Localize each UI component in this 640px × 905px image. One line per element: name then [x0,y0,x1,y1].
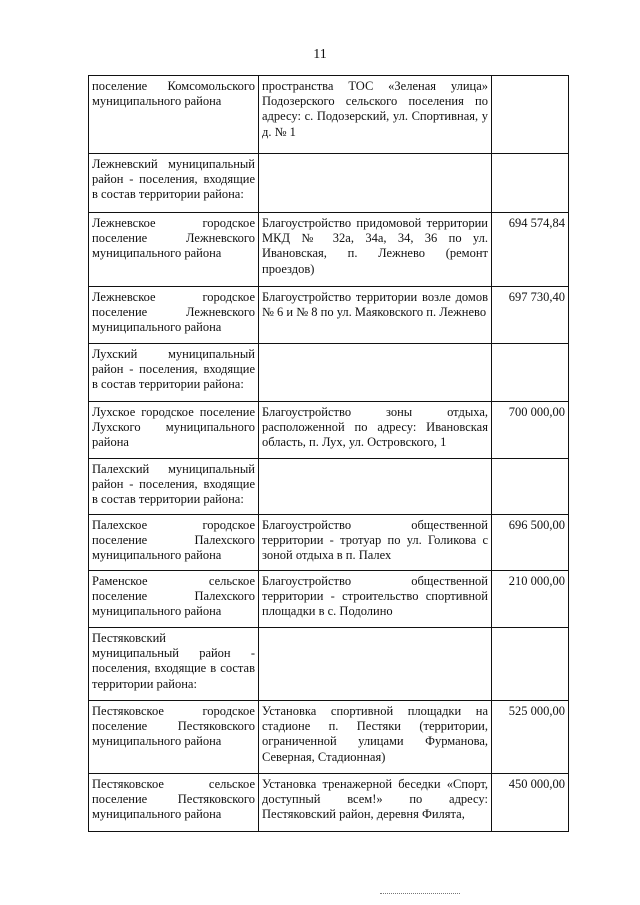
table-row [89,774,569,832]
project-cell: Благоустройство зоны отдыха, расположенной по адресу: Ивановская область, п. Лух, ул. Островского, 1 [259,402,492,459]
settlement-cell: поселение Комсомольского муниципального района [89,76,259,154]
amount-cell: 450 000,00 [492,774,569,832]
table-row [89,402,569,459]
settlement-cell: Палехское городское поселение Палехского муниципального района [89,515,259,571]
amount-cell [492,154,569,213]
project-cell: Благоустройство территории возле домов № 6 и № 8 по ул. Маяковского п. Лежнево [259,287,492,344]
district-heading-cell: Лухский муниципальный район - поселения, входящие в состав территории района: [89,344,259,402]
project-cell: Благоустройство придомовой территории МКД № 32а, 34а, 34, 36 по ул. Ивановская, п. Лежнево (ремонт проездов) [259,213,492,287]
district-heading-cell: Палехский муниципальный район - поселения, входящие в состав территории района: [89,459,259,515]
table-row [89,459,569,515]
settlement-cell: Лежневское городское поселение Лежневского муниципального района [89,287,259,344]
amount-cell: 210 000,00 [492,571,569,628]
table-row [89,344,569,402]
table-row [89,515,569,571]
project-cell: Установка тренажерной беседки «Спорт, доступный всем!» по адресу: Пестяковский район, деревня Филята, [259,774,492,832]
table-row [89,213,569,287]
amount-cell [492,628,569,701]
table-row [89,76,569,154]
project-cell: пространства ТОС «Зеленая улица» Подозерского сельского поселения по адресу: с. Подозерский, ул. Спортивная, у д. № 1 [259,76,492,154]
scan-artifact [380,893,460,895]
funding-table [88,75,569,832]
project-cell [259,459,492,515]
amount-cell: 696 500,00 [492,515,569,571]
table-row [89,287,569,344]
table-row [89,628,569,701]
amount-cell: 694 574,84 [492,213,569,287]
table-row [89,154,569,213]
settlement-cell: Лухское городское поселение Лухского муниципального района [89,402,259,459]
settlement-cell: Пестяковское городское поселение Пестяковского муниципального района [89,701,259,774]
table-row [89,571,569,628]
amount-cell [492,76,569,154]
project-cell: Благоустройство общественной территории - строительство спортивной площадки в с. Подолино [259,571,492,628]
amount-cell [492,344,569,402]
project-cell [259,628,492,701]
project-cell [259,154,492,213]
project-cell: Установка спортивной площадки на стадионе п. Пестяки (территории, ограниченной улицами Фурманова, Северная, Стадионная) [259,701,492,774]
district-heading-cell: Лежневский муниципальный район - поселения, входящие в состав территории района: [89,154,259,213]
table-row [89,701,569,774]
settlement-cell: Пестяковское сельское поселение Пестяковского муниципального района [89,774,259,832]
district-heading-cell: Пестяковский муниципальный район - поселения, входящие в состав территории района: [89,628,259,701]
amount-cell [492,459,569,515]
page-number: 11 [313,47,327,62]
settlement-cell: Раменское сельское поселение Палехского муниципального района [89,571,259,628]
project-cell [259,344,492,402]
settlement-cell: Лежневское городское поселение Лежневского муниципального района [89,213,259,287]
project-cell: Благоустройство общественной территории - тротуар по ул. Голикова с зоной отдыха в п. Палех [259,515,492,571]
amount-cell: 700 000,00 [492,402,569,459]
amount-cell: 525 000,00 [492,701,569,774]
amount-cell: 697 730,40 [492,287,569,344]
